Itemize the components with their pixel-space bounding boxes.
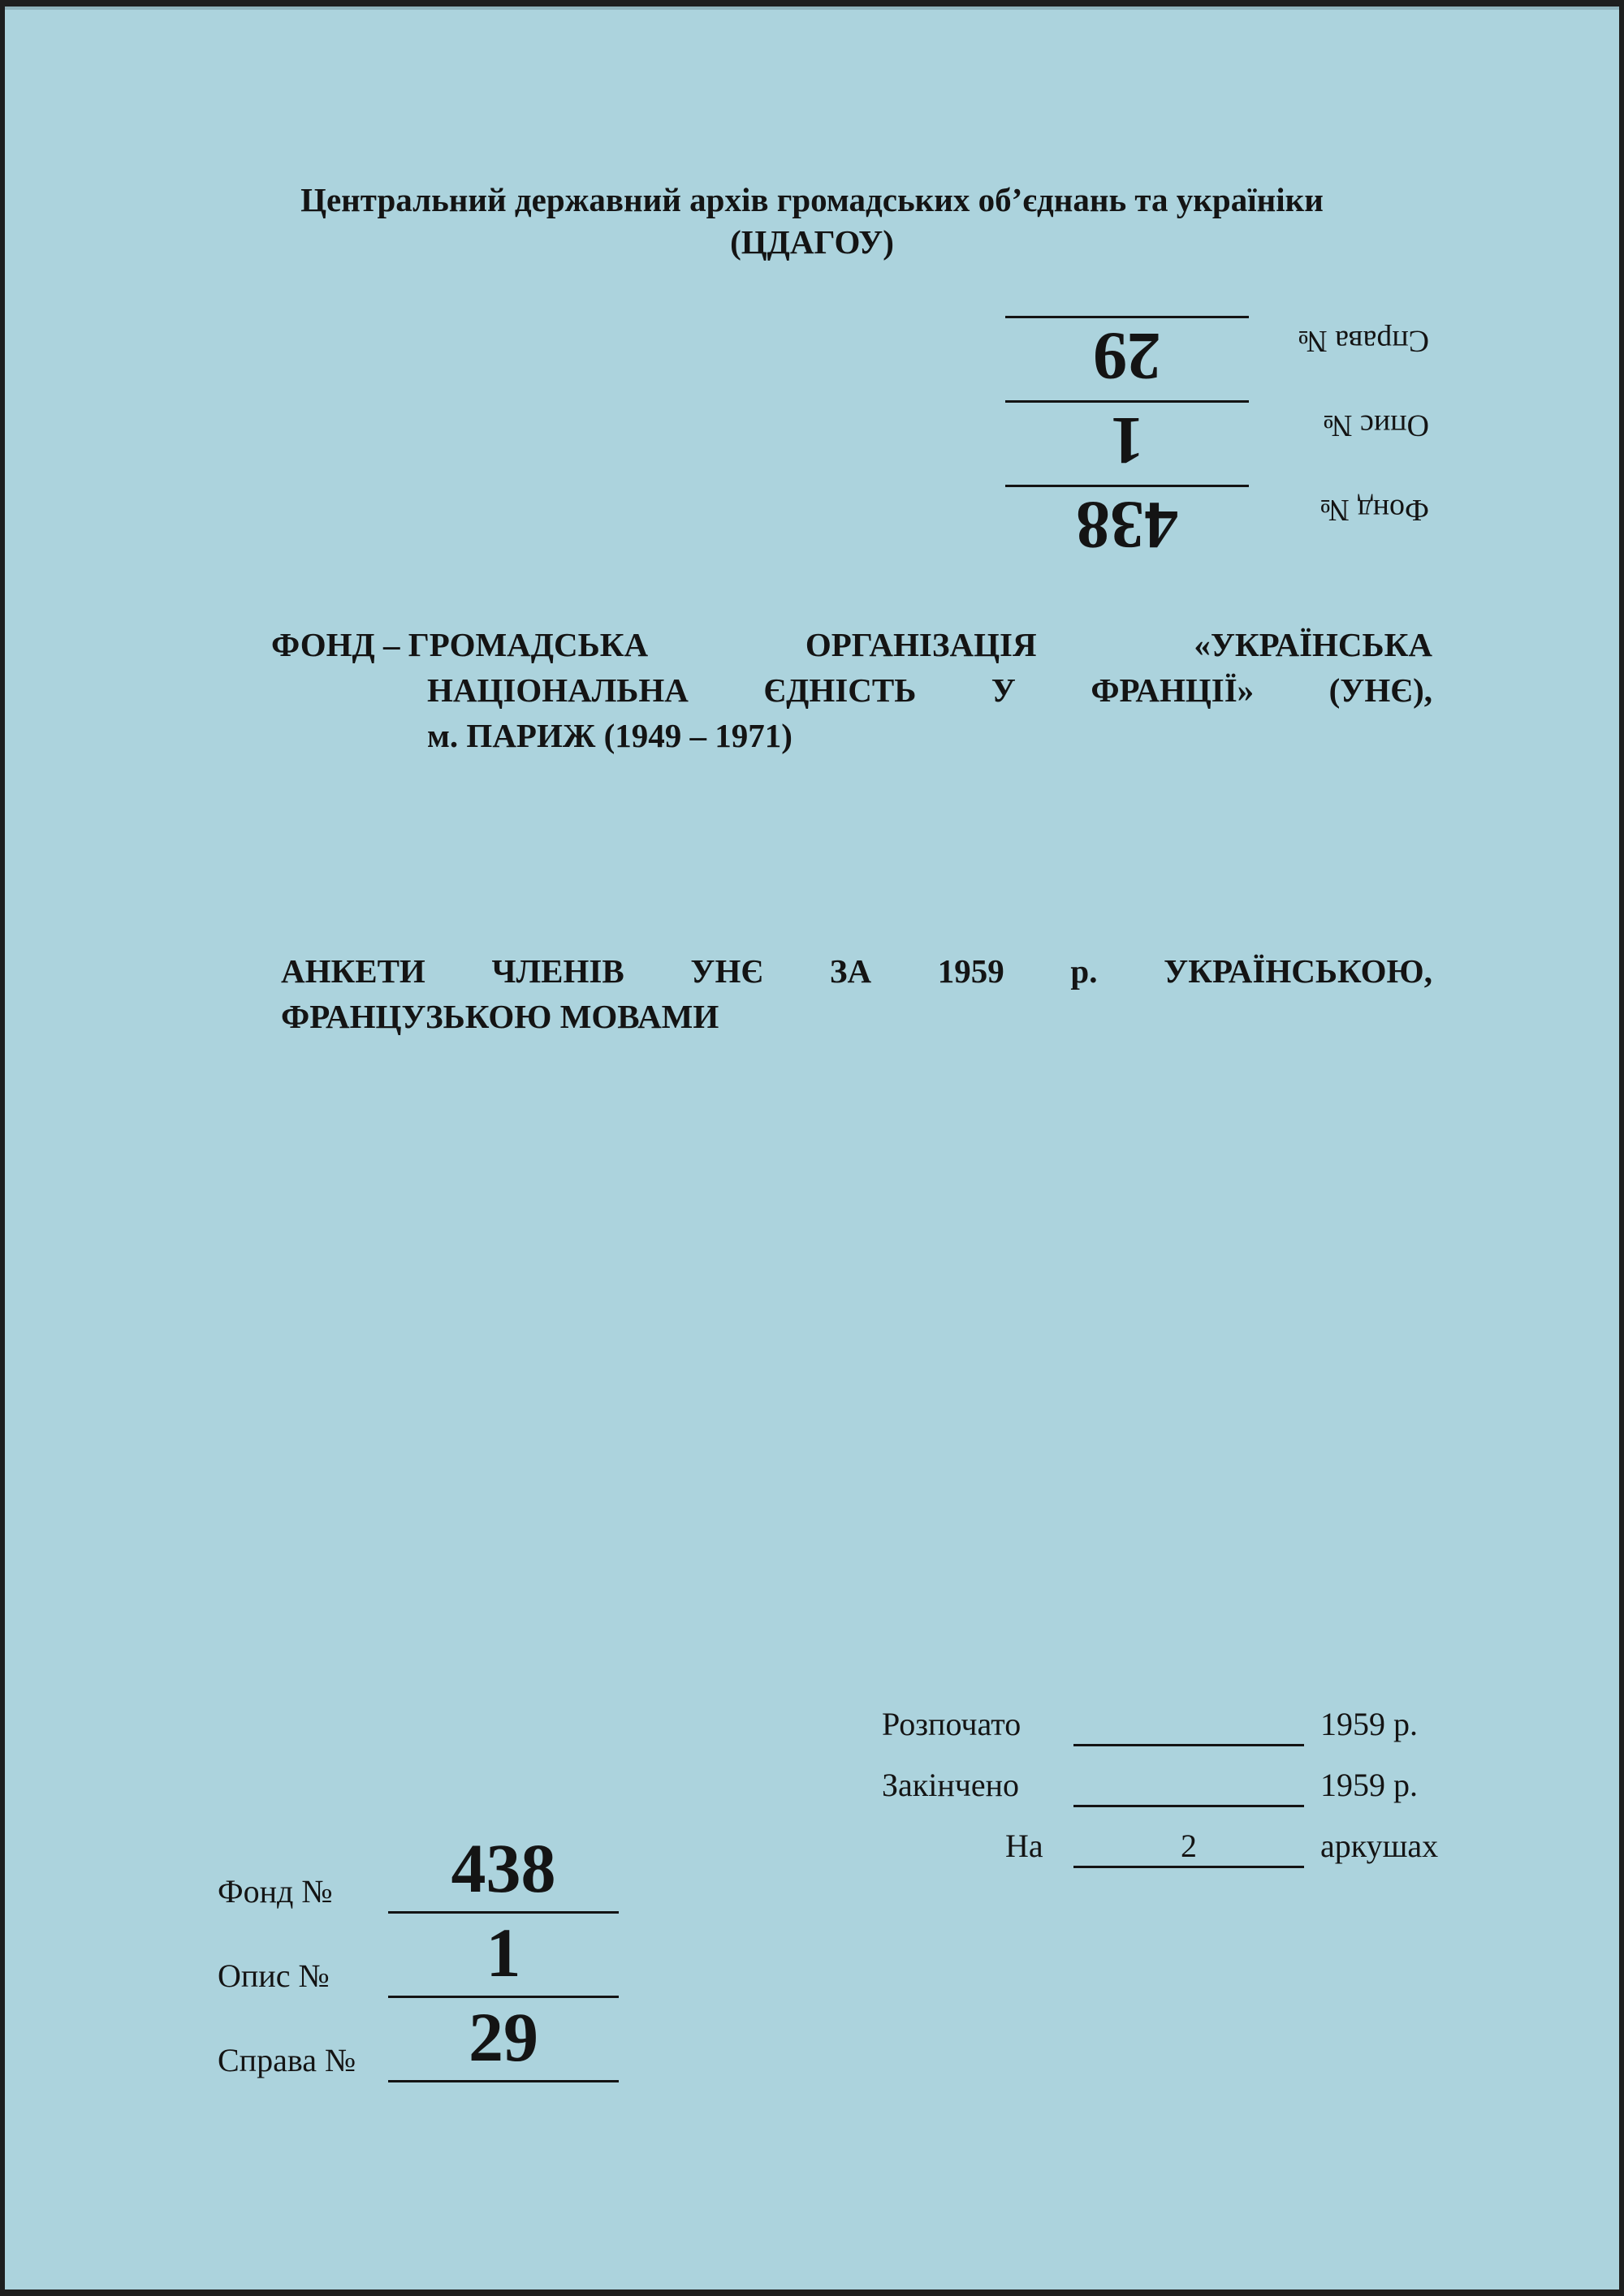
sheets-suffix: аркушах <box>1320 1828 1439 1864</box>
fond-word: НАЦІОНАЛЬНА <box>427 671 689 709</box>
inventory-number: 1 <box>486 1914 521 1992</box>
started-field <box>1073 1705 1304 1746</box>
started-label: Розпочато <box>882 1706 1021 1742</box>
fund-row <box>218 1829 624 1916</box>
bottom-codes-block <box>218 1829 624 2085</box>
inventory-row <box>218 1916 624 2000</box>
fond-word: У <box>991 671 1016 709</box>
fond-word: ФРАНЦІЇ» <box>1091 671 1255 709</box>
fond-word: ФОНД – ГРОМАДСЬКА <box>271 626 649 663</box>
case-title-line-1 <box>281 948 1432 994</box>
inverted-case-label: Справа № <box>1298 324 1429 358</box>
inverted-inventory-row <box>1021 393 1444 478</box>
started-year: 1959 р. <box>1320 1706 1418 1742</box>
sheets-row <box>882 1827 1466 1888</box>
case-word: 1959 <box>937 952 1004 990</box>
inverted-fund-value: 438 <box>1076 487 1178 563</box>
case-row <box>218 2000 624 2085</box>
inverted-codes-block <box>1021 309 1444 563</box>
finished-field <box>1073 1766 1304 1807</box>
inverted-fund-underline <box>1005 485 1249 487</box>
fond-word: ЄДНІСТЬ <box>763 671 917 709</box>
case-word: ЗА <box>829 952 872 990</box>
case-word: ЧЛЕНІВ <box>491 952 624 990</box>
fond-title-line-3: м. ПАРИЖ (1949 – 1971) <box>427 717 793 754</box>
fond-title-line-2 <box>271 667 1432 713</box>
fond-title-line-1 <box>271 622 1432 667</box>
inverted-case-underline <box>1005 316 1249 318</box>
inverted-fund-row <box>1021 477 1444 563</box>
fond-word: ОРГАНІЗАЦІЯ <box>805 626 1037 663</box>
dates-block <box>882 1705 1466 1888</box>
case-word: АНКЕТИ <box>281 952 425 990</box>
fund-label: Фонд № <box>218 1873 333 1910</box>
started-row <box>882 1705 1466 1766</box>
inverted-case-value: 29 <box>1093 318 1161 394</box>
inverted-inventory-label: Опис № <box>1323 408 1429 442</box>
case-underline <box>388 2080 619 2082</box>
scan-edge <box>5 6 1619 10</box>
archive-cover-page <box>5 6 1619 2290</box>
sheets-label: На <box>1005 1828 1043 1864</box>
case-word: УКРАЇНСЬКОЮ, <box>1164 952 1432 990</box>
archive-name: Центральний державний архів громадських об’єднань та україніки <box>300 181 1324 218</box>
finished-year: 1959 р. <box>1320 1767 1418 1803</box>
archive-abbreviation: (ЦДАГОУ) <box>730 223 894 261</box>
inverted-inventory-underline <box>1005 400 1249 403</box>
case-word: р. <box>1070 952 1098 990</box>
inventory-label: Опис № <box>218 1957 330 1994</box>
fond-word: (УНЄ), <box>1328 671 1432 709</box>
inverted-fund-label: Фонд № <box>1320 493 1429 527</box>
finished-label: Закінчено <box>882 1767 1020 1803</box>
case-number: 29 <box>469 1998 538 2076</box>
sheets-count: 2 <box>1073 1827 1304 1868</box>
fund-number: 438 <box>451 1829 556 1907</box>
case-word: УНЄ <box>690 952 764 990</box>
finished-row <box>882 1766 1466 1827</box>
case-title <box>281 948 1432 1039</box>
inverted-case-row <box>1021 309 1444 394</box>
archive-header <box>5 179 1619 263</box>
case-title-line-2: ФРАНЦУЗЬКОЮ МОВАМИ <box>281 998 719 1035</box>
case-label: Справа № <box>218 2042 356 2078</box>
fond-word: «УКРАЇНСЬКА <box>1194 626 1432 663</box>
inverted-inventory-value: 1 <box>1110 403 1144 478</box>
fond-title <box>271 622 1432 758</box>
